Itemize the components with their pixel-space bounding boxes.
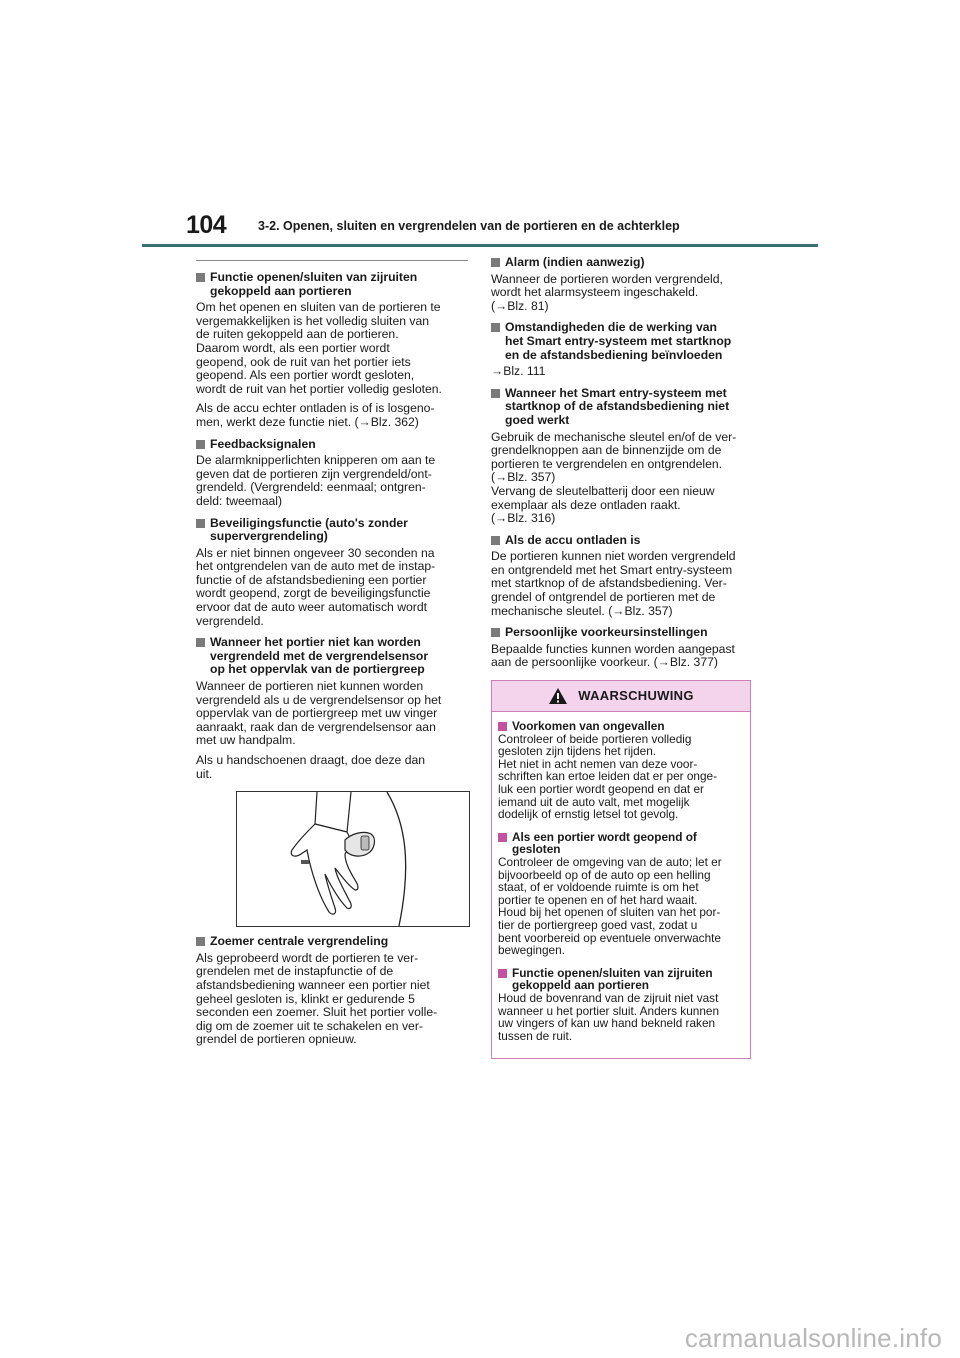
section-heading	[196, 935, 468, 949]
section-heading-text: Persoonlijke voorkeursinstellingen	[505, 625, 708, 640]
square-bullet-icon	[491, 323, 500, 332]
square-bullet-icon	[498, 722, 507, 731]
section-heading-text: Wanneer het portier niet kan worden vergrendeld met de vergrendelsensor op het oppervlak van de portiergreep	[210, 635, 429, 677]
paragraph: Wanneer de portieren worden vergrendeld, wordt het alarmsysteem ingeschakeld. (→Blz. 81)	[491, 271, 723, 313]
warning-section-text: Controleer de omgeving van de auto; let er bijvoorbeeld op of de auto op een helling staat, of er voldoende ruimte is om het portier te openen en of het hard waait. Houd bij het openen of sluiten van het por- tier de portiergreep goed vast, zodat u bent voorbereid op eventuele onverwachte bewegingen.	[498, 854, 722, 958]
square-bullet-icon	[491, 389, 500, 398]
right-column	[491, 256, 763, 1059]
section	[491, 534, 763, 619]
warning-body	[492, 712, 750, 1058]
warning-section-heading-text: Als een portier wordt geopend of gesloten	[512, 829, 697, 857]
section	[196, 438, 468, 509]
paragraph: Bepaalde functies kunnen worden aangepast aan de persoonlijke voorkeur. (→Blz. 377)	[491, 641, 735, 670]
section	[196, 636, 468, 781]
right-sections	[491, 256, 763, 670]
paragraph: De alarmknipperlichten knipperen om aan te geven dat de portieren zijn vergrendeld/ont- grendeld. (Vergrendeld: eenmaal; ontgren- deld: tweemaal)	[196, 453, 436, 508]
warning-section-heading-text: Functie openen/sluiten van zijruiten gekoppeld aan portieren	[512, 965, 713, 993]
section	[491, 256, 763, 313]
section	[491, 626, 763, 670]
paragraph: Als de accu echter ontladen is of is losgeno- men, werkt deze functie niet. (→Blz. 362)	[196, 401, 435, 429]
left-sections-after-figure	[196, 935, 468, 1047]
section-heading-text: Zoemer centrale vergrendeling	[210, 934, 389, 949]
paragraph: Wanneer de portieren niet kunnen worden vergrendeld als u de vergrendelsensor op het oppervlak van de portiergreep met uw vinger aanraakt, raak dan de vergrendelsensor aan met uw handpalm.	[196, 679, 442, 748]
square-bullet-icon	[491, 536, 500, 545]
warning-section-heading	[498, 831, 744, 856]
warning-header	[492, 681, 750, 712]
section-heading	[196, 438, 468, 452]
left-column	[196, 260, 468, 1055]
square-bullet-icon	[491, 628, 500, 637]
section-heading-text: Feedbacksignalen	[210, 436, 316, 451]
warning-section-text: Houd de bovenrand van de zijruit niet vast wanneer u het portier sluit. Anders kunnen uw vingers of kan uw hand bekneld raken tussen de ruit.	[498, 990, 720, 1043]
section-heading-text: Functie openen/sluiten van zijruiten gekoppeld aan portieren	[210, 270, 418, 298]
paragraph: De portieren kunnen niet worden vergrendeld en ontgrendeld met het Smart entry-systeem met startknop of de afstandsbediening. Ver- grendel of ontgrendel de portieren met de mechanische sleutel. (→Blz. 357)	[491, 549, 736, 618]
warning-section-heading	[498, 720, 744, 733]
section-heading	[196, 517, 468, 544]
column-divider	[196, 260, 468, 261]
square-bullet-icon	[498, 833, 507, 842]
section-heading	[491, 256, 763, 270]
section-heading	[196, 636, 468, 677]
chapter-title: 3-2. Openen, sluiten en vergrendelen van de portieren en de achterklep	[258, 219, 680, 233]
section	[196, 935, 468, 1047]
hand-illustration-icon	[237, 792, 469, 926]
section	[491, 387, 763, 526]
paragraph: Als geprobeerd wordt de portieren te ver- grendelen met de instapfunctie of de afstandsbediening wanneer een portier niet geheel gesloten is, klinkt er gedurende 5 seconden een zoemer. Sluit het portier volle- dig om de zoemer uit te schakelen en ver- grendel de portieren opnieuw.	[196, 950, 438, 1047]
warning-triangle-icon	[548, 687, 568, 705]
watermark: carmanualsonline.info	[684, 1323, 942, 1353]
section-heading	[491, 387, 763, 428]
left-sections	[196, 271, 468, 781]
paragraph: →Blz. 111	[491, 364, 546, 379]
paragraph: Gebruik de mechanische sleutel en/of de ver- grendelknoppen aan de binnenzijde om de portieren te vergrendelen en ontgrendelen. (→Blz. 357) Vervang de sleutelbatterij door een nieuw exemplaar als deze ontladen raakt. (→Blz. 316)	[491, 429, 737, 526]
warning-section-heading-text: Voorkomen van ongevallen	[512, 719, 665, 734]
paragraph: Om het openen en sluiten van de portieren te vergemakkelijken is het volledig sluiten van de ruiten gekoppeld aan de portieren. Daarom wordt, als een portier wordt geopend, ook de ruit van het portier iets geopend. Als een portier wordt gesloten, wordt de ruit van het portier volledig gesloten.	[196, 300, 442, 396]
section-heading-text: Wanneer het Smart entry-systeem met startknop of de afstandsbediening niet goed werkt	[505, 385, 730, 427]
section-heading-text: Omstandigheden die de werking van het Smart entry-systeem met startknop en de afstandsbediening beïnvloeden	[505, 320, 732, 362]
section-heading	[491, 321, 763, 362]
square-bullet-icon	[196, 638, 205, 647]
square-bullet-icon	[196, 519, 205, 528]
warning-section-heading	[498, 967, 744, 992]
warning-section-text: Controleer of beide portieren volledig gesloten zijn tijdens het rijden. Het niet in acht nemen van deze voor- schriften kan ertoe leiden dat er per onge- luk een portier wordt geopend en dat er iemand uit de auto valt, met mogelijk dodelijk of ernstig letsel tot gevolg.	[498, 731, 718, 822]
paragraph: Als u handschoenen draagt, doe deze dan uit.	[196, 753, 426, 781]
section-heading-text: Als de accu ontladen is	[505, 532, 641, 547]
section-heading	[196, 271, 468, 298]
warning-box	[491, 680, 751, 1059]
square-bullet-icon	[196, 937, 205, 946]
section	[196, 271, 468, 430]
square-bullet-icon	[196, 273, 205, 282]
section	[491, 321, 763, 378]
square-bullet-icon	[491, 258, 500, 267]
section-heading-text: Alarm (indien aanwezig)	[505, 255, 645, 269]
warning-title: WAARSCHUWING	[578, 688, 694, 704]
header-divider	[142, 244, 818, 247]
paragraph: Als er niet binnen ongeveer 30 seconden na het ontgrendelen van de auto met de instap- functie of de afstandsbediening een portier wordt geopend, zorgt de beveiligingsfunctie ervoor dat de auto weer automatisch wordt vergrendeld.	[196, 545, 436, 628]
square-bullet-icon	[498, 969, 507, 978]
section-heading	[491, 534, 763, 548]
page-number: 104	[186, 211, 227, 239]
section-heading-text: Beveiligingsfunctie (auto's zonder supervergrendeling)	[210, 515, 408, 544]
hand-on-door-handle-illustration	[236, 791, 470, 927]
section-heading	[491, 626, 763, 640]
square-bullet-icon	[196, 440, 205, 449]
section	[196, 517, 468, 629]
